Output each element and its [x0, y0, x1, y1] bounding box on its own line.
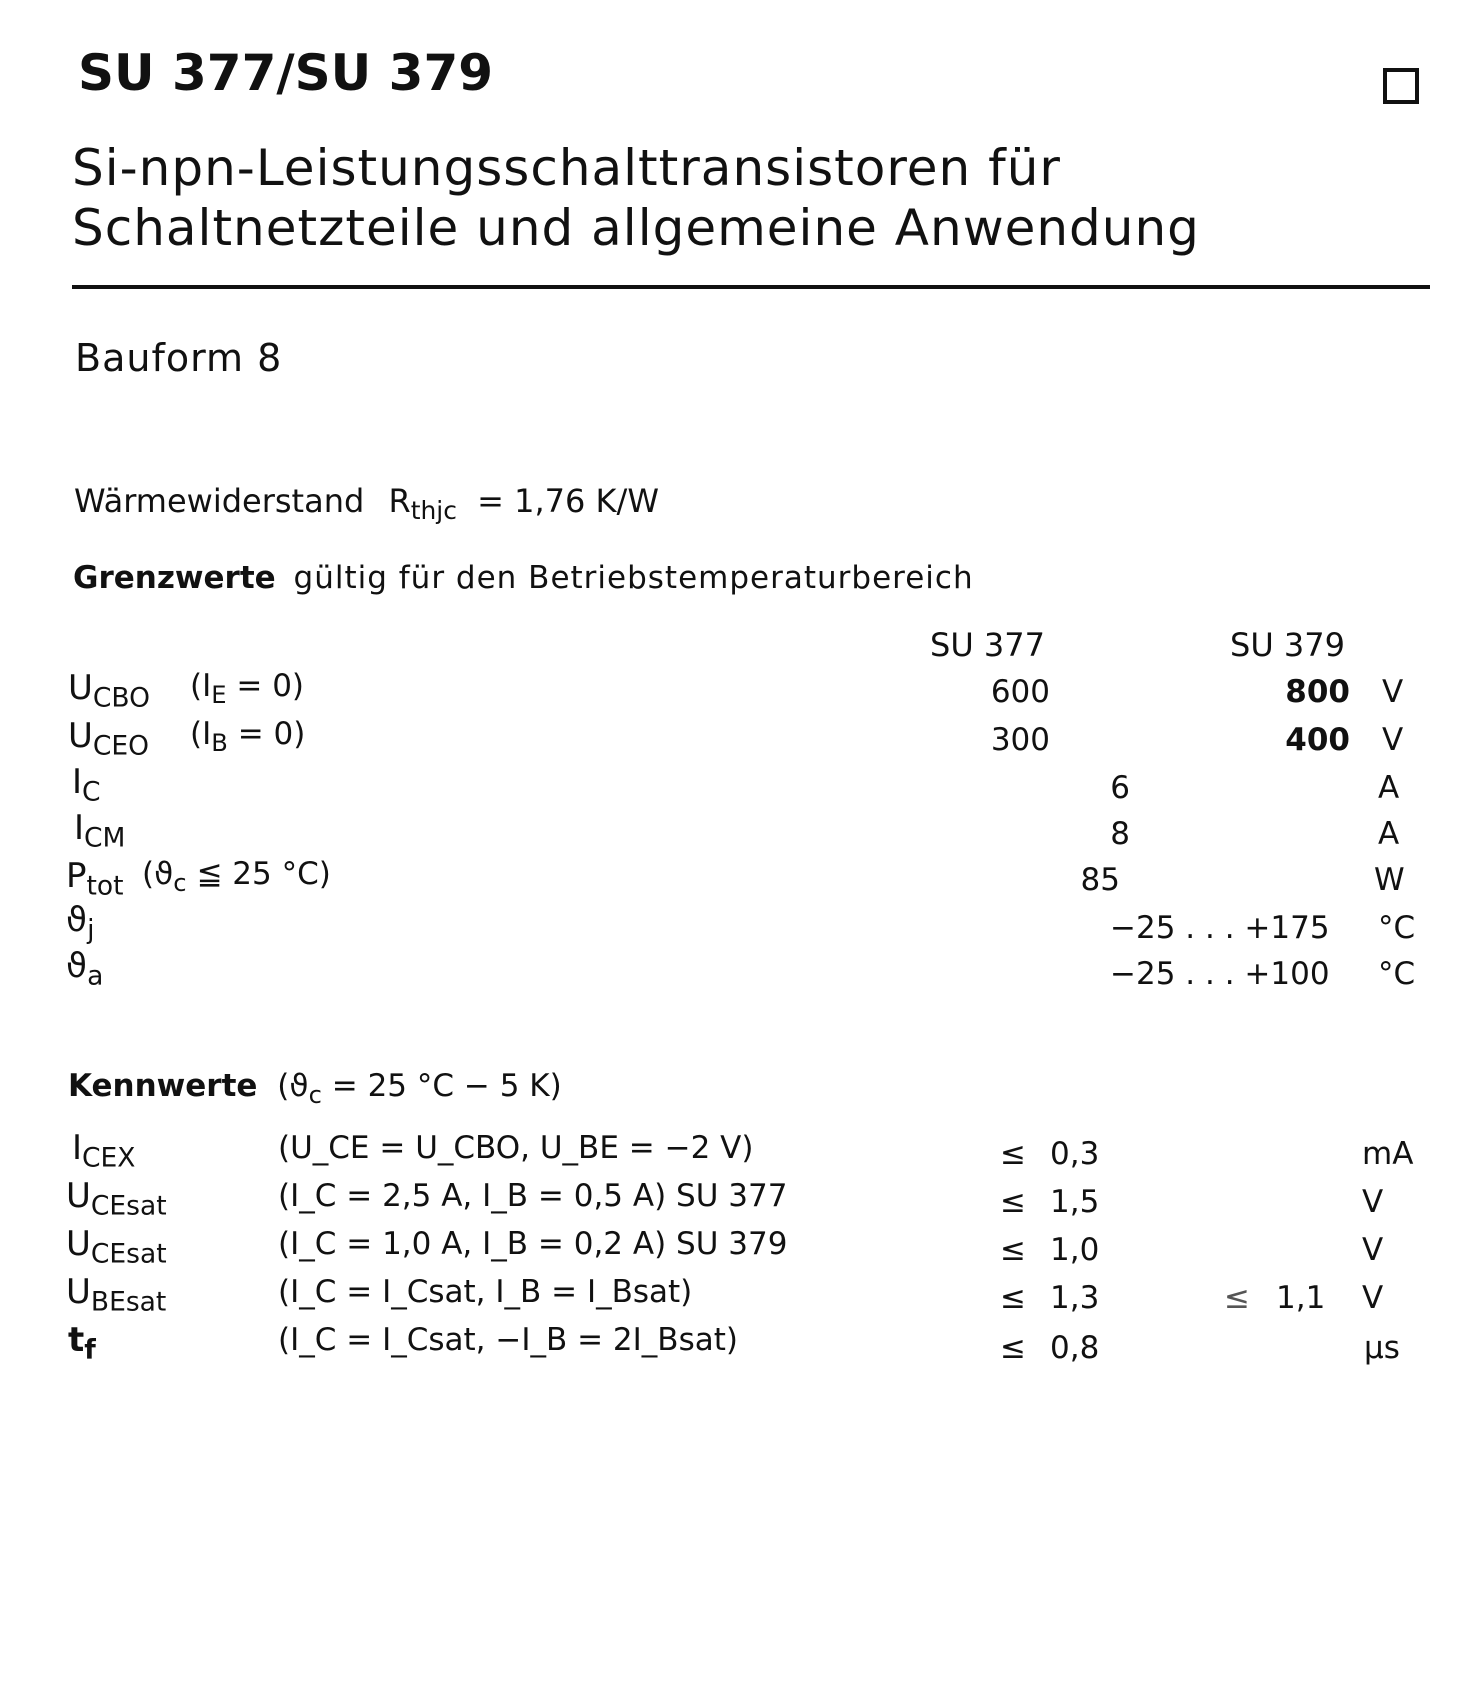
ucbo-unit: V	[1382, 674, 1404, 710]
param-ptot-condition: ($ϑ_c$ ≦ 25 °C)	[142, 856, 331, 897]
theta-a-range: −25 . . . +100	[1110, 956, 1330, 992]
icm-value: 8	[1110, 816, 1130, 852]
ic-unit: A	[1378, 770, 1400, 806]
char-icex: $I_{CEX}$	[72, 1128, 136, 1174]
ptot-value: 85	[1080, 862, 1120, 898]
param-icm: $I_{CM}$	[74, 808, 126, 854]
char-ubesat-value-su379: 1,1	[1276, 1280, 1326, 1316]
char-ucesat-su379: $U_{CEsat}$	[66, 1224, 167, 1270]
uceo-su377-value: 300	[990, 722, 1050, 758]
char-tf-compare: ≤	[1000, 1330, 1026, 1366]
param-ic: $I_C$	[72, 762, 101, 808]
thermal-label: Wärmewiderstand	[74, 482, 365, 520]
theta-j-unit: °C	[1378, 910, 1416, 946]
ptot-unit: W	[1374, 862, 1405, 898]
char-ucesat-su379-unit: V	[1362, 1232, 1384, 1268]
param-uceo: $U_{CEO}$	[68, 716, 150, 762]
char-heading-condition: ($ϑ_c = 25$ °C − 5 K)	[277, 1068, 562, 1109]
icm-unit: A	[1378, 816, 1400, 852]
document-title: SU 377/SU 379	[78, 44, 494, 102]
ucbo-su379-value: 800	[1285, 674, 1350, 710]
limits-heading	[73, 560, 974, 596]
char-icex-compare: ≤	[1000, 1136, 1026, 1172]
param-uceo-condition: $(I_B = 0)$	[190, 716, 306, 757]
char-ubesat-compare-su379: ≤	[1224, 1280, 1250, 1316]
char-icex-unit: mA	[1362, 1136, 1414, 1172]
limits-heading-bold: Grenzwerte	[73, 560, 276, 596]
char-ubesat-value: 1,3	[1050, 1280, 1100, 1316]
char-heading	[68, 1068, 562, 1109]
char-ucesat-su377-compare: ≤	[1000, 1184, 1026, 1220]
char-tf: $t_f$	[68, 1320, 96, 1366]
char-tf-value: 0,8	[1050, 1330, 1100, 1366]
uceo-unit: V	[1382, 722, 1404, 758]
document-subtitle	[72, 138, 1200, 258]
theta-j-range: −25 . . . +175	[1110, 910, 1330, 946]
char-heading-bold: Kennwerte	[68, 1068, 258, 1104]
char-tf-condition: (I_C = I_Csat, −I_B = 2I_Bsat)	[278, 1322, 738, 1358]
subtitle-line-2: Schaltnetzteile und allgemeine Anwendung	[72, 199, 1200, 257]
char-ucesat-su379-compare: ≤	[1000, 1232, 1026, 1268]
column-header-su377: SU 377	[930, 626, 1045, 664]
char-icex-value: 0,3	[1050, 1136, 1100, 1172]
char-ucesat-su377-unit: V	[1362, 1184, 1384, 1220]
thermal-resistance-line	[74, 482, 659, 525]
divider-rule	[72, 285, 1430, 289]
char-ubesat-unit: V	[1362, 1280, 1384, 1316]
char-ubesat-condition: (I_C = I_Csat, I_B = I_Bsat)	[278, 1274, 693, 1310]
uceo-su379-value: 400	[1285, 722, 1350, 758]
param-theta-j: $ϑ_j$	[66, 900, 95, 946]
char-ucesat-su377-condition: (I_C = 2,5 A, I_B = 0,5 A) SU 377	[278, 1178, 788, 1214]
char-ucesat-su377: $U_{CEsat}$	[66, 1176, 167, 1222]
param-ucbo-condition: $(I_E = 0)$	[190, 668, 305, 709]
char-icex-condition: (U_CE = U_CBO, U_BE = −2 V)	[278, 1130, 754, 1166]
column-header-su379: SU 379	[1230, 626, 1345, 664]
param-ptot: $P_{tot}$	[66, 856, 124, 902]
ic-value: 6	[1110, 770, 1130, 806]
char-ucesat-su377-value: 1,5	[1050, 1184, 1100, 1220]
limits-heading-rest: gültig für den Betriebstemperaturbereich	[293, 560, 974, 596]
theta-a-unit: °C	[1378, 956, 1416, 992]
char-ubesat-compare: ≤	[1000, 1280, 1026, 1316]
ucbo-su377-value: 600	[990, 674, 1050, 710]
subtitle-line-1: Si-npn-Leistungsschalttransistoren für	[72, 139, 1061, 197]
bauform-label: Bauform 8	[75, 336, 283, 380]
char-ubesat: $U_{BEsat}$	[66, 1272, 167, 1318]
char-ucesat-su379-condition: (I_C = 1,0 A, I_B = 0,2 A) SU 379	[278, 1226, 788, 1262]
thermal-value: = 1,76 K/W	[477, 482, 659, 520]
thermal-symbol: $R_{thjc}$	[388, 482, 457, 525]
checkbox-square	[1383, 68, 1419, 104]
param-theta-a: $ϑ_a$	[66, 946, 104, 992]
param-ucbo: $U_{CBO}$	[68, 668, 151, 714]
char-ucesat-su379-value: 1,0	[1050, 1232, 1100, 1268]
char-tf-unit: µs	[1364, 1330, 1400, 1366]
